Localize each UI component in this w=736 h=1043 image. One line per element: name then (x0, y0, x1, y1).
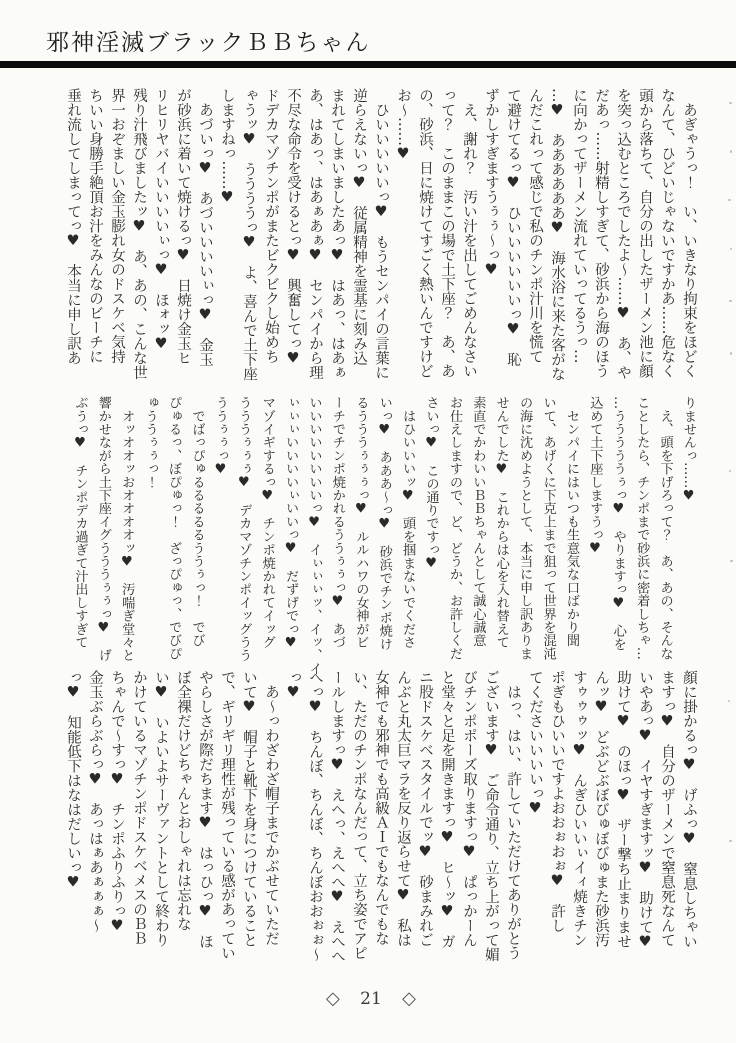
text-column: あ、はあっ、はあぁあぁ♥ センパイから理 (307, 88, 323, 380)
text-band-3 (62, 670, 700, 972)
text-column: オッオオッおオオオオッ♥ 汚喘ぎ堂々と (119, 396, 135, 662)
text-column: すゥゥゥッ♥ んぎひいいぃイィ焼きチン (571, 670, 587, 947)
scan-speck (729, 470, 731, 472)
text-column: お仕えしますので、ど、どうか、お許しくだ (446, 396, 462, 660)
text-column: いやあっ♥ イヤすぎますッ♥ 助けて♥ (637, 670, 653, 950)
text-column: ことしたら、チンポまで砂浜に密着しちゃ… (634, 396, 650, 660)
text-column: センパイにはいつも生意気な口ばかり聞 (563, 396, 579, 647)
text-column: て避けてるっ♥ ひいいいいいいっ♥ 恥 (505, 88, 521, 367)
text-column: でばっぴゅるるるるるううぅっ！ でび (189, 396, 205, 647)
text-column: ゃうッ♥ ううううっ♥ よ、喜んで土下座 (241, 88, 257, 381)
text-column: お～……♥ (395, 88, 411, 162)
text-column: って？ このままこの場で土下座？ あ、あ (439, 88, 455, 378)
text-column: まれてしまいましたあっ♥ はあっ、はあぁ (329, 88, 345, 380)
text-column: え、謝れ？ 汚い汁を出してごめんなさい (461, 88, 477, 378)
text-column: ちゃんで～すっ♥ チンポふりふりっ♥ (109, 670, 125, 934)
page-number: 21 (360, 988, 382, 1009)
text-column: 響かせながら土下座イグうううぅぅっ♥ げ (95, 396, 111, 662)
text-column: だあっ……射精しすぎて、砂浜から海のほう (593, 88, 609, 378)
text-column: え、頭を下げろって？ あ、あの、そんな (657, 396, 673, 660)
text-column: ールしますっ♥ えへっ、えへへ♥ えへへ (329, 670, 345, 963)
text-column: 素直でかわいいＢＢちゃんとして誠心誠意 (470, 396, 486, 647)
text-column: っ♥ 知能低下はなはだしいっ♥ (65, 670, 81, 891)
text-column: ぴゅるっ、ぼぴゅっ！ ざっぴゅっ、でびぴ (166, 396, 182, 660)
text-column: いっ♥ あああ～っ♥ 砂浜でチンポ焼け (376, 396, 392, 651)
scan-speck (728, 700, 730, 702)
text-column: の、砂浜、日に焼けてすごく熱いんですけど (417, 88, 433, 378)
text-column: が砂浜に着いて焼けるっ♥ 日焼け金玉ヒ (175, 88, 191, 365)
text-band-1 (62, 88, 700, 390)
text-column: 垂れ流してしまってっ♥ 本当に申し訳あ (65, 88, 81, 365)
text-column: ございます♥ ご命令通り、立ち上がって媚 (483, 670, 499, 962)
text-column: ニ股ドスケベスタイルでッ♥ 砂まみれご (417, 670, 433, 947)
text-column: はひいいいッ♥ 頭を掴まないでくださ (400, 396, 416, 649)
text-column: 頭から落ちて、自分の出したザーメン池に顔 (637, 88, 653, 378)
text-column: あづいっ♥ あづいいいいぃっ♥ 金玉 (197, 88, 213, 367)
text-column: いいいいいいいいっ♥ イぃぃぃッ、イッ、イ (306, 396, 322, 675)
text-column: かけているマゾチンポドスケベメスのＢＢ (131, 670, 147, 946)
title-divider-rule (0, 61, 736, 68)
text-column: ぼ全裸だけどちゃんとおしゃれは忘れな (175, 670, 191, 931)
text-column: …うううううぅっ♥ やりますっ♥ 心を (610, 396, 626, 651)
text-column: あぎゃうっ！ い、いきなり拘束をほどく (681, 88, 697, 378)
text-column: んぶと丸太巨マラを反り返らせて♥ 私は (395, 670, 411, 947)
text-column: んッ♥ どぶどぶぼびゅぼびゅまた砂浜汚 (593, 670, 609, 947)
text-column: へっ♥ ちんぼ、ちんぼ、ちんぼおおぉぉ～ (307, 670, 323, 962)
text-column: …♥ ああああああ♥ 海水浴に来た客がな (549, 88, 565, 381)
text-column: で、ギリギリ理性が残っている感があってい (219, 670, 235, 960)
text-column: い♥ いよいよサーヴァントとして終わり (153, 670, 169, 947)
page-title: 邪神淫滅ブラックＢＢちゃん (46, 30, 371, 56)
text-column: 界一おぞましい金玉膨れ女のドスケベ気持 (109, 88, 125, 364)
diamond-icon: ◇ (402, 988, 416, 1009)
scan-speck (729, 840, 732, 842)
scan-speck (730, 352, 732, 355)
diamond-icon: ◇ (326, 988, 340, 1009)
text-column: ますっ♥ 自分のザーメンで窒息死なんて (659, 670, 675, 947)
text-column: ーチでチンポ焼かれるううぅぅっ♥ あづ (329, 396, 345, 649)
text-column: と堂々と足を開きますっ♥ ヒ～ッ♥ ガ (439, 670, 455, 949)
text-column: を突っ込むところでしたよ～……♥ あ、や (615, 88, 631, 380)
text-column: いて♥ 帽子と靴下を身につけていること (241, 670, 257, 947)
text-column: ちいい身勝手絶頂お汁をみんなのビーチに (87, 88, 103, 364)
text-column: ポぎもひいいですよおおぉおぉ♥ 許し (549, 670, 565, 933)
text-column: うううぅぅぅ♥ デカマゾチンポイッグうう (236, 396, 252, 662)
scan-speck (729, 102, 732, 104)
scan-speck (729, 300, 732, 302)
text-column: の海に沈めようとして、本当に申し訳ありま (517, 396, 533, 660)
text-column: ううぅぅっ♥ (212, 396, 228, 477)
text-column: 金玉ぶらぶらっ♥ あっはぁあぁぁぁ～ (87, 670, 103, 933)
text-column: ぃぃぃいいいいぃいいっ♥ だずげでっ♥ (283, 396, 299, 651)
scan-speck (730, 248, 732, 250)
text-column: せんでした♥ これからは心を入れ替えて (493, 396, 509, 649)
scan-speck (728, 199, 731, 201)
text-column: に向かってザーメン流れていってるうっ… (571, 88, 587, 364)
text-column: ずかしすぎますうぅぅ～っ♥ (483, 88, 499, 278)
text-column: はっ、はい、許していただけてありがとう (505, 670, 521, 960)
text-column: ぶうっ♥ チンポデカ過ぎて汁出しすぎて (72, 396, 88, 649)
text-column: てくださいいいいっ♥ (527, 670, 543, 817)
text-column: ひいいいいいっ♥ もうセンパイの言葉に (373, 88, 389, 380)
text-column: 逆らえないっ♥ 従属精神を霊基に刻み込 (351, 88, 367, 365)
text-column: い、ただのチンポなんだって、立ち姿でアピ (351, 670, 367, 960)
text-column: いて、あげくに下克上まで狙って世界を混沌 (540, 396, 556, 660)
scan-speck (730, 150, 732, 153)
page-footer (326, 988, 416, 1009)
text-column: 込めて土下座しますうっ♥ (587, 396, 603, 557)
text-column: ゅううぅぅっ！ (142, 396, 158, 489)
text-column: 顔に掛かるっ♥ げふっ♥ 窒息しちゃい (681, 670, 697, 949)
text-column: リヒリヤバイいいいいぃっ♥ ほォッ♥ (153, 88, 169, 352)
text-column: んだこれって感じで私のチンポ汁川を慌て (527, 88, 543, 364)
text-column: マゾイギするっ♥ チンポ焼かれてイッグ (259, 396, 275, 649)
text-column: 女神でも邪神でも高級ＡＩでもなんでもな (373, 670, 389, 946)
text-column: びチンポポーズ取りますっ♥ ぱっかーん (461, 670, 477, 947)
text-column: 不尽な命令を受けるとっ♥ 興奮してっ♥ (285, 88, 301, 367)
text-band-2 (68, 396, 700, 675)
text-column: 残り汁飛びましたッ♥ あ、あの、こんな世 (131, 88, 147, 380)
text-column: るうううぅぅぅっ♥ ルルハワの女神がビ (353, 396, 369, 649)
text-column: りませんっ……♥ (681, 396, 696, 504)
text-column: っ♥ (285, 670, 301, 701)
text-column: ドデカマゾチンポがまたビクビクし始めち (263, 88, 279, 364)
text-column: さいっ♥ この通りですっ♥ (423, 396, 439, 572)
text-column: やらしさが際だちます♥ はっひっ♥ ほ (197, 670, 213, 949)
text-column: あ～っわざわざ帽子までかぶせていただ (263, 670, 279, 946)
text-column: しますねっ……♥ (219, 88, 235, 206)
scan-speck (730, 560, 733, 562)
text-column: 助けて♥ のほっ♥ ザー撃ち止まりませ (615, 670, 631, 949)
text-column: なんて、ひどいじゃないですかあ……危なく (659, 88, 675, 378)
